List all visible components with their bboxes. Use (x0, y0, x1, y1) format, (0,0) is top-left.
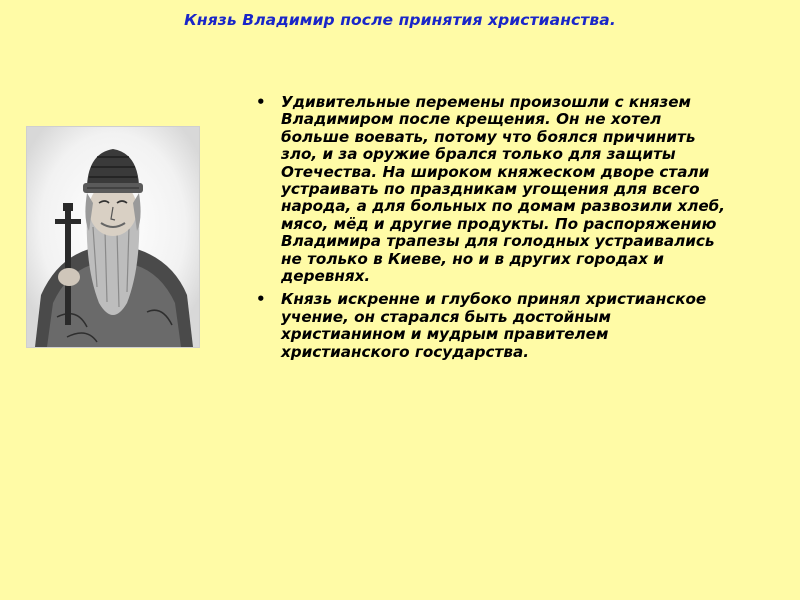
bullet-list (256, 94, 726, 367)
bullet-text: Удивительные перемены произошли с князем Владимиром после крещения. Он не хотел больше воевать, потому что боялся причинить зло, и за оружие брался только для защиты Отечества. На широком княжеском дворе стали устраивать по праздникам угощения для всего народа, а для больных по домам развозили хлеб, мясо, мёд и другие продукты. По распоряжению Владимира трапезы для голодных устраивались не только в Киеве, но и в других городах и деревнях. (281, 93, 726, 286)
bullet-item (256, 94, 726, 285)
bullet-item (256, 291, 726, 361)
slide-title: Князь Владимир после принятия христианства. (184, 11, 616, 29)
bullet-marker: • (256, 93, 266, 111)
portrait-image (26, 126, 200, 348)
prince-portrait-icon (27, 127, 199, 347)
bullet-marker: • (256, 290, 266, 309)
bullet-text: Князь искренне и глубоко принял христианское учение, он старался быть достойным христианином и мудрым правителем христианского государства. (281, 290, 707, 361)
